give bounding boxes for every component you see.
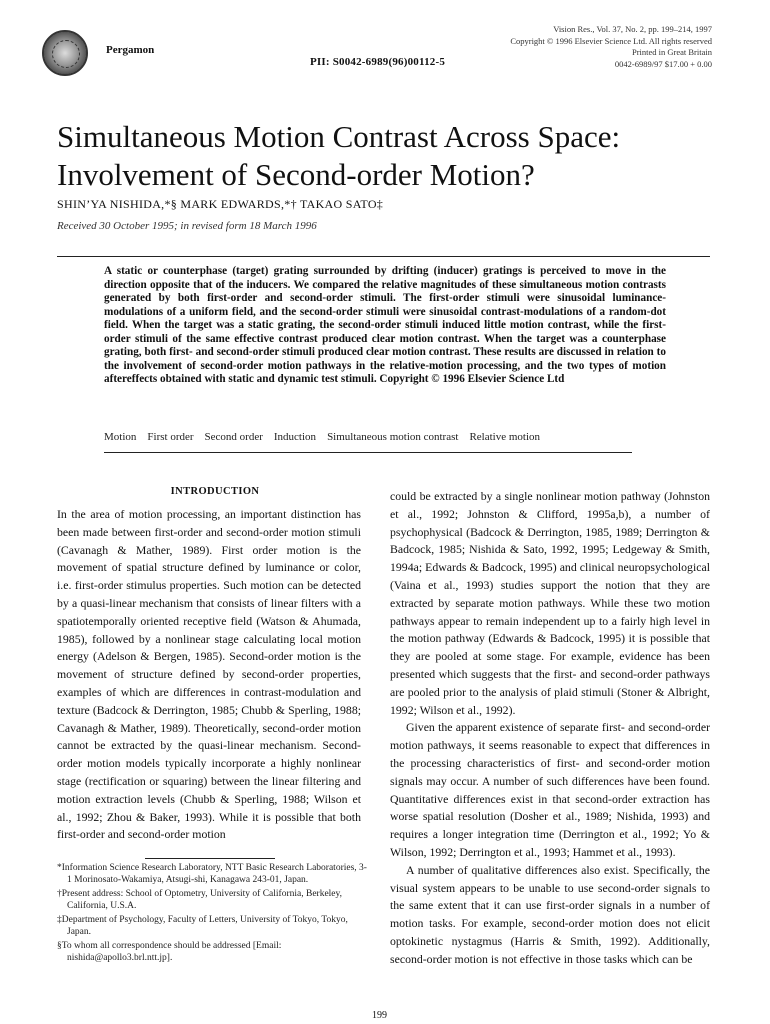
copyright-line: Copyright © 1996 Elsevier Science Ltd. All rights reserved [510, 35, 712, 46]
paragraph: Given the apparent existence of separate first- and second-order motion pathways, it seems reasonable to expect that differences in the processing characteristics of first- and second-order motion signals may occur. A number of such differences have been found. Quantitative differences exist in that second-order extraction has worse spatial resolution (Dosher et al., 1989; Nishida, 1993) and requires a longer integration time (Derrington et al., 1992; Yo & Wilson, 1992; Derrington et al., 1993; Hammet et al., 1993). [390, 720, 710, 859]
keyword: Induction [273, 431, 317, 443]
page-number: 199 [372, 1010, 387, 1021]
received-dates: Received 30 October 1995; in revised form 18 March 1996 [57, 220, 317, 232]
article-title [57, 118, 717, 194]
footnote: §To whom all correspondence should be addressed [Email: nishida@apollo3.brl.ntt.jp]. [57, 941, 282, 963]
issn-line: 0042-6989/97 $17.00 + 0.00 [614, 58, 712, 69]
right-column [390, 488, 710, 969]
keyword: Relative motion [469, 431, 541, 443]
footnote: ‡Department of Psychology, Faculty of Letters, University of Tokyo, Tokyo, Japan. [57, 915, 348, 937]
publisher-name: Pergamon [106, 44, 155, 56]
keyword: Simultaneous motion contrast [327, 431, 459, 443]
journal-info [510, 24, 712, 70]
printed-line: Printed in Great Britain [631, 47, 712, 57]
section-heading: INTRODUCTION [170, 486, 260, 497]
left-column [57, 506, 361, 844]
title-line-1: Simultaneous Motion Contrast Across Space: [57, 119, 621, 154]
abstract: A static or counterphase (target) grating surrounded by drifting (inducer) gratings is perceived to move in the direction opposite that of the inducers. We compared the relative magnitudes of these simultaneous motion contrasts generated by both first-order and second-order stimuli. The first-order stimuli were sinusoidal luminance-modulations of a uniform field, and the second-order stimuli were sinusoidal contrast-modulations of a random-dot field. When the target was a static grating, the second-order stimuli induced little motion contrast, while the first-order stimuli of the same effective contrast produced clear motion contrast. When the target was a counterphase grating, both first- and second-order stimuli produced clear motion contrast. These results are discussed in relation to the involvement of second-order motion pathways in the relative-motion processing, and the two types of motion aftereffects obtained with static and dynamic test stimuli. Copyright © 1996 Elsevier Science Ltd [104, 265, 666, 385]
keyword: First order [147, 431, 194, 443]
journal-citation: Vision Res., Vol. 37, No. 2, pp. 199–214, 1997 [553, 24, 712, 34]
footnote-divider [145, 858, 275, 859]
footnote: †Present address: School of Optometry, University of California, Berkeley, California, U.S.A. [57, 889, 343, 911]
paragraph: could be extracted by a single nonlinear motion pathway (Johnston et al., 1992; Johnston & Clifford, 1995a,b), a number of psychophysical (Badcock & Derrington, 1985, 1989; Derrington & Badcock, 1985; Nishida & Sato, 1992, 1995; Ledgeway & Smith, 1994a; Edwards & Badcock, 1995) and clinical neuropsychological (Vaina et al., 1993) studies support the notion that they are extracted by separate motion pathways. While these two motion pathways appear to remain independent up to a fairly high level in the motion pathway (Edwards & Badcock, 1995) it is possible that they are pooled at some stage. For example, evidence has been presented which suggests that the first- and second-order pathways are pooled prior to the analysis of plaid stimuli (Stoner & Albright, 1992; Wilson et al., 1992). [390, 489, 710, 717]
keyword-list [104, 431, 704, 443]
paragraph: A number of qualitative differences also exist. Specifically, the visual system appears to be unable to use second-order signals to the same extent that it can use first-order signals in a number of motion tasks. For example, second-order motion does not elicit optokinetic nystagmus (Harris & Smith, 1992). Additionally, second-order motion is not effective in those tasks which can be [390, 862, 710, 966]
keyword: Motion [104, 431, 137, 443]
author-list: SHIN’YA NISHIDA,*§ MARK EDWARDS,*† TAKAO SATO‡ [57, 197, 384, 211]
keyword-divider [104, 452, 632, 453]
publisher-logo [42, 30, 88, 76]
footnotes [57, 862, 367, 966]
title-line-2: Involvement of Second-order Motion? [57, 157, 535, 192]
footnote: *Information Science Research Laboratory, NTT Basic Research Laboratories, 3-1 Morinosato-Wakamiya, Atsugi-shi, Kanagawa 243-01, Japan. [57, 863, 367, 885]
pii-code: PII: S0042-6989(96)00112-5 [310, 56, 446, 68]
keyword: Second order [204, 431, 263, 443]
paragraph: In the area of motion processing, an important distinction has been made between first-order and second-order motion stimuli (Cavanagh & Mather, 1989). First order motion is the movement of spatial structure defined by luminance or color, i.e. first-order stimulus properties. Such motion can be detected by a quasi-linear mechanism that consists of linear filters with a spatiotemporally oriented receptive field (Watson & Ahumada, 1985), followed by a nonlinear stage calculating local motion energy (Adelson & Bergen, 1985). Second-order motion is the movement of structure defined by second-order properties, examples of which are differences in contrast-modulation and texture (Badcock & Derrington, 1985; Chubb & Sperling, 1988; Cavanagh & Mather, 1989). Theoretically, second-order motion cannot be extracted by the quasi-linear mechanism. Second-order motion models typically incorporate a highly nonlinear stage (rectification or squaring) between the linear filtering and motion extraction levels (Chubb & Sperling, 1988; Wilson et al., 1992; Zhou & Baker, 1993). While it is possible that both first-order and second-order motion [57, 507, 361, 842]
header-divider [57, 256, 710, 257]
